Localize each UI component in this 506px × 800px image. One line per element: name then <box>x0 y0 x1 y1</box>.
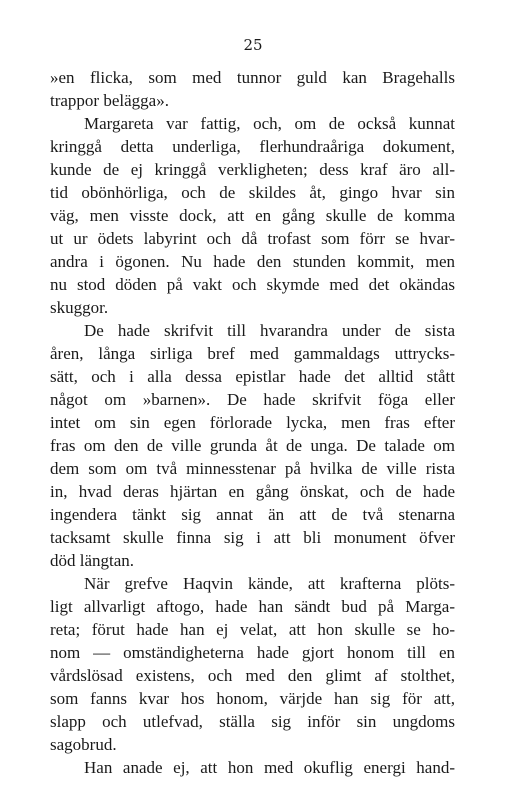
text-line: tacksamt skulle finna sig i att bli monument öfver <box>50 528 455 547</box>
text-line: ut ur ödets labyrint och då trofast som förr se hvar- <box>50 229 455 248</box>
text-line: reta; förut hade han ej velat, att hon skulle se ho- <box>50 620 455 639</box>
text-line: dem som om två minnesstenar på hvilka de ville rista <box>50 459 455 478</box>
text-line: vårdslösad existens, och med den glimt af stolthet, <box>50 666 455 685</box>
text-line: kringgå detta underliga, flerhundraåriga dokument, <box>50 137 455 156</box>
page-number: 25 <box>243 36 263 54</box>
text-line: tid obönhörliga, och de skildes åt, gingo hvar sin <box>50 183 455 202</box>
text-line: nu stod döden på vakt och skymde med det okändas <box>50 275 455 294</box>
text-line: ingendera tänkt sig annat än att de två stenarna <box>50 505 455 524</box>
text-line: in, hvad deras hjärtan en gång önskat, och de hade <box>50 482 455 501</box>
text-line: död längtan. <box>50 551 135 570</box>
text-line: åren, långa sirliga bref med gammaldags uttrycks- <box>50 344 455 363</box>
text-line: Han anade ej, att hon med okuflig energi hand- <box>84 758 455 777</box>
text-line: fras om den de ville grunda åt de unga. De talade om <box>50 436 455 455</box>
text-line: något om »barnen». De hade skrifvit föga eller <box>50 390 455 409</box>
text-line: ligt allvarligt aftogo, hade han sändt bud på Marga- <box>50 597 455 616</box>
body-text <box>50 66 455 779</box>
text-line: sagobrud. <box>50 735 117 754</box>
text-line: slapp och utlefvad, ställa sig inför sin ungdoms <box>50 712 455 731</box>
text-line: Margareta var fattig, och, om de också kunnat <box>84 114 455 133</box>
text-line: De hade skrifvit till hvarandra under de sista <box>84 321 455 340</box>
text-line: kunde de ej kringgå verkligheten; dess kraf äro all- <box>50 160 455 179</box>
text-line: sätt, och i alla dessa epistlar hade det alltid stått <box>50 367 455 386</box>
text-line: När grefve Haqvin kände, att krafterna plöts- <box>84 574 455 593</box>
text-line: som fanns kvar hos honom, värjde han sig för att, <box>50 689 455 708</box>
text-line: »en flicka, som med tunnor guld kan Bragehalls <box>50 68 455 87</box>
text-line: intet om sin egen förlorade lycka, men fras efter <box>50 413 455 432</box>
text-line: skuggor. <box>50 298 109 317</box>
text-line: andra i ögonen. Nu hade den stunden kommit, men <box>50 252 455 271</box>
text-line: trappor belägga». <box>50 91 169 110</box>
text-line: väg, men visste dock, att en gång skulle de komma <box>50 206 455 225</box>
text-line: nom — omständigheterna hade gjort honom till en <box>50 643 455 662</box>
